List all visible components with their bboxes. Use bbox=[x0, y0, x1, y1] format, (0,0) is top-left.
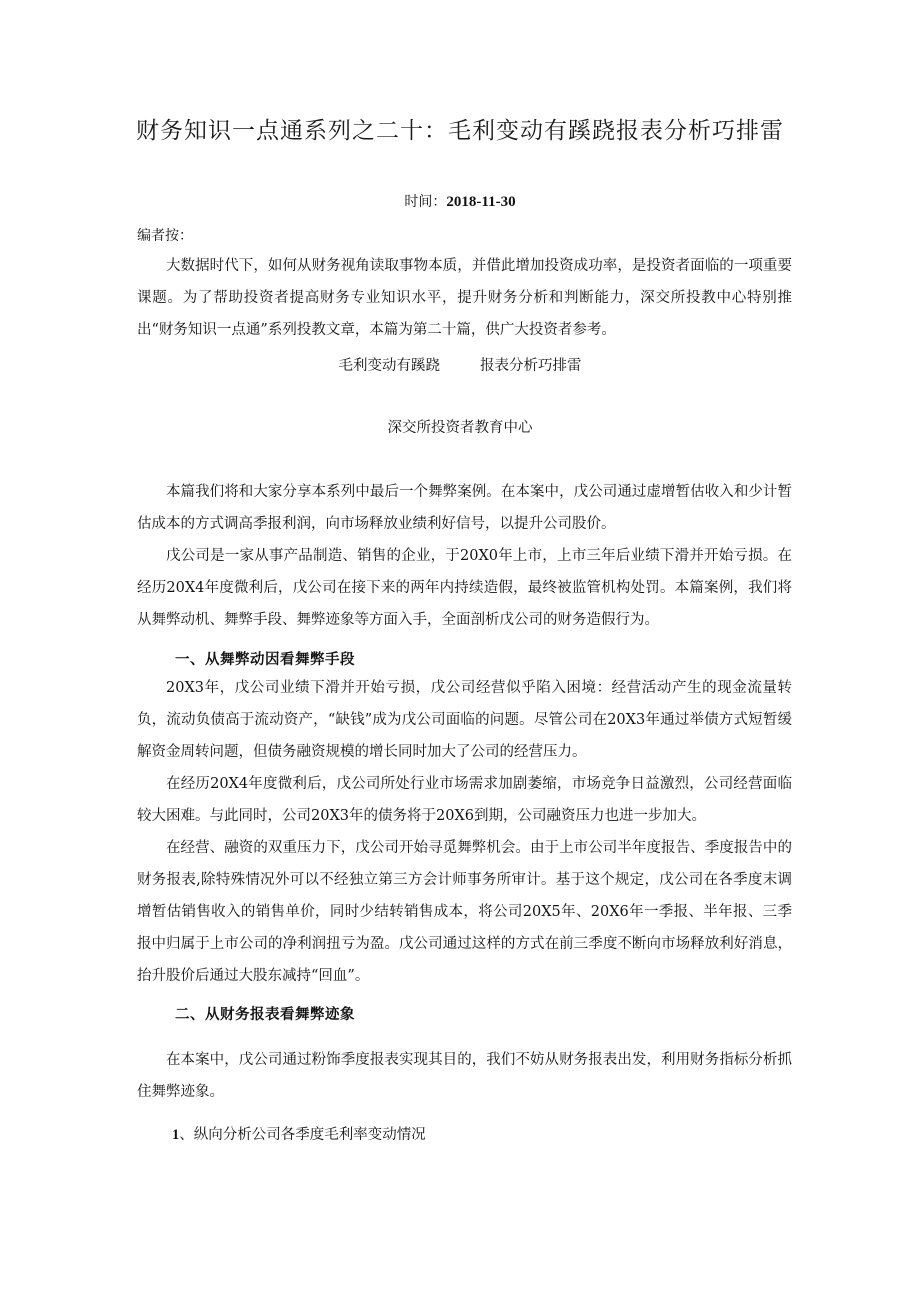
section-heading-2: 二、从财务报表看舞弊迹象 bbox=[175, 1007, 355, 1023]
editor-note-label: 编者按： bbox=[137, 228, 193, 244]
paragraph-3: 20X3年，戊公司业绩下滑并开始亏损，戊公司经营似乎陷入困境：经营活动产生的现金流量转负，流动负债高于流动资产，“缺钱”成为戊公司面临的问题。尽管公司在20X3年通过举债方式短暂缓解资金周转问题，但债务融资规模的增长同时加大了公司的经营压力。 bbox=[137, 680, 792, 760]
subsection-number: 1 bbox=[172, 1127, 180, 1143]
paragraph-1: 本篇我们将和大家分享本系列中最后一个舞弊案例。在本案中，戊公司通过虚增暂估收入和少计暂估成本的方式调高季报利润，向市场释放业绩利好信号，以提升公司股价。 bbox=[137, 484, 792, 532]
subsection-text: 、纵向分析公司各季度毛利率变动情况 bbox=[179, 1127, 426, 1143]
author: 深交所投资者教育中心 bbox=[387, 420, 533, 436]
publish-date bbox=[0, 191, 920, 211]
document-title: 财务知识一点通系列之二十：毛利变动有蹊跷报表分析巧排雷 bbox=[136, 118, 784, 144]
paragraph-5: 在经营、融资的双重压力下，戊公司开始寻觅舞弊机会。由于上市公司半年度报告、季度报告中的财务报表,除特殊情况外可以不经独立第三方会计师事务所审计。基于这个规定，戊公司在各季度末调增暂估销售收入的销售单价，同时少结转销售成本，将公司20X5年、20X6年一季报、半年报、三季报中归属于上市公司的净利润扭亏为盈。戊公司通过这样的方式在前三季度不断向市场释放利好消息，抬升股价后通过大股东减持“回血”。 bbox=[137, 840, 792, 984]
date-label: 时间： bbox=[404, 194, 447, 210]
paragraph-6: 在本案中，戊公司通过粉饰季度报表实现其目的，我们不妨从财务报表出发，利用财务指标分析抓住舞弊迹象。 bbox=[137, 1052, 792, 1100]
subtitle-part2: 报表分析巧排雷 bbox=[480, 358, 582, 374]
intro-paragraph: 大数据时代下，如何从财务视角读取事物本质，并借此增加投资成功率，是投资者面临的一项重要课题。为了帮助投资者提高财务专业知识水平，提升财务分析和判断能力，深交所投教中心特别推出“财务知识一点通”系列投教文章，本篇为第二十篇，供广大投资者参考。 bbox=[137, 258, 792, 338]
subtitle-part1: 毛利变动有蹊跷 bbox=[338, 358, 440, 374]
date-value: 2018-11-30 bbox=[446, 194, 516, 210]
subsection-heading-1 bbox=[172, 1123, 426, 1144]
section-heading-1: 一、从舞弊动因看舞弊手段 bbox=[175, 652, 355, 668]
paragraph-2: 戊公司是一家从事产品制造、销售的企业，于20X0年上市，上市三年后业绩下滑并开始亏损。在经历20X4年度微利后，戊公司在接下来的两年内持续造假，最终被监管机构处罚。本篇案例，我们将从舞弊动机、舞弊手段、舞弊迹象等方面入手，全面剖析戊公司的财务造假行为。 bbox=[137, 548, 792, 628]
article-subtitle bbox=[0, 354, 920, 375]
paragraph-4: 在经历20X4年度微利后，戊公司所处行业市场需求加剧萎缩，市场竞争日益激烈，公司经营面临较大困难。与此同时，公司20X3年的债务将于20X6到期，公司融资压力也进一步加大。 bbox=[137, 776, 792, 824]
